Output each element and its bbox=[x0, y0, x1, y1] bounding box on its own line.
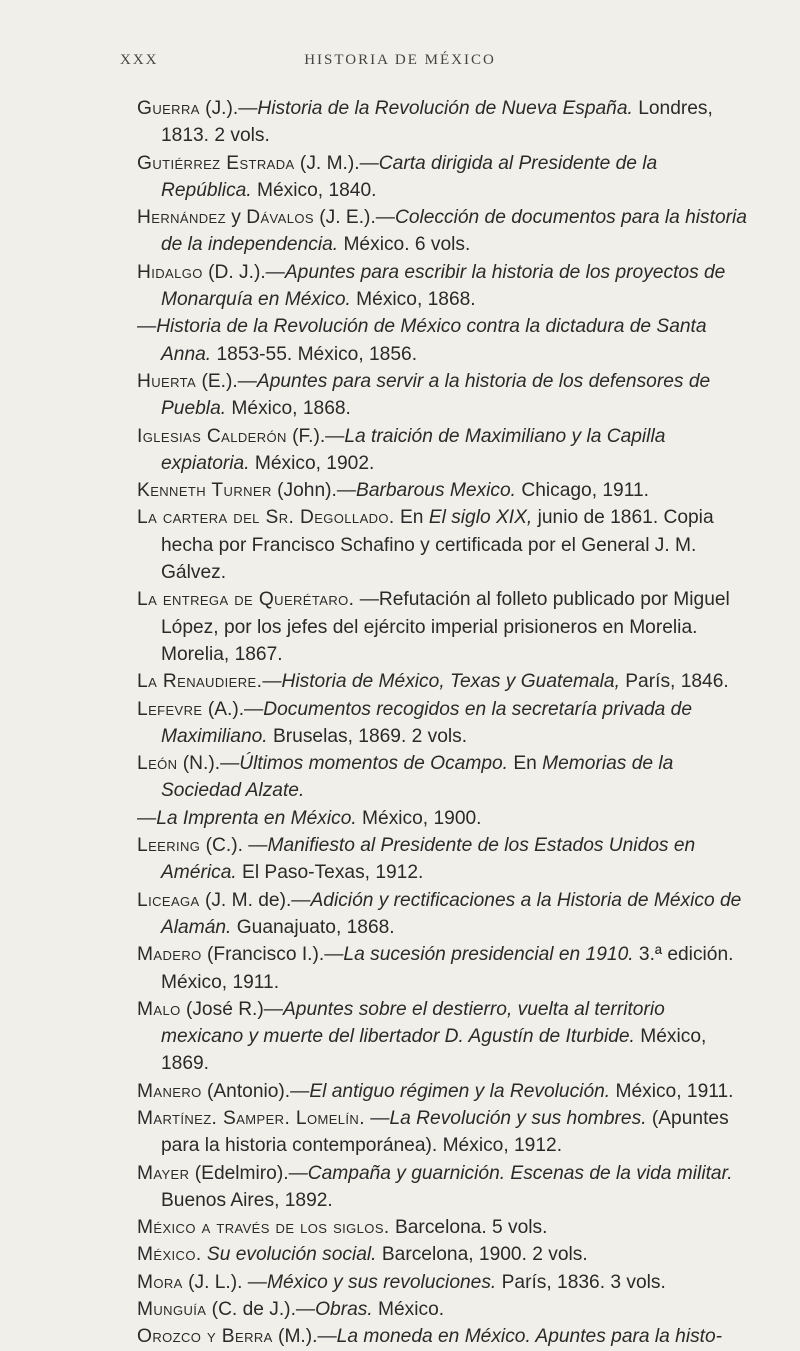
entry-text: (C. de J.).— bbox=[206, 1299, 316, 1321]
entry-text: (J. E.).— bbox=[313, 207, 395, 229]
entry-text: — bbox=[364, 1107, 390, 1129]
entry-title: Colección de documentos para la historia de la independencia. bbox=[161, 207, 747, 256]
entry-author: La entrega de Querétaro. bbox=[137, 589, 355, 611]
entry-text: París, 1836. 3 vols. bbox=[496, 1271, 666, 1293]
entry-title: Historia de la Revolución de México contra la dictadura de Santa Anna. bbox=[156, 316, 707, 365]
entry-text: (E.).— bbox=[196, 370, 257, 392]
entry-title: Últimos momentos de Ocampo. bbox=[239, 753, 508, 775]
entry-title: Campaña y guarnición. Escenas de la vida militar. bbox=[307, 1162, 733, 1184]
entry-title: Adición y rectificaciones a la Historia de México de Alamán. bbox=[161, 889, 742, 938]
entry-author: Mayer bbox=[137, 1162, 190, 1184]
entry-text: México, 1902. bbox=[249, 452, 375, 474]
entry-text: México, 1868. bbox=[226, 398, 351, 420]
entry-text: Buenos Aires, 1892. bbox=[161, 1189, 333, 1211]
entry-title: Su evolución social. bbox=[206, 1244, 377, 1266]
entry-author: Munguía bbox=[137, 1299, 207, 1321]
bibliography-entry bbox=[137, 1269, 752, 1296]
entry-text: (M.).— bbox=[272, 1326, 337, 1348]
entry-text: México, 1911. bbox=[610, 1080, 734, 1102]
entry-text: (A.).— bbox=[202, 698, 264, 720]
bibliography-entry bbox=[137, 832, 752, 887]
entry-author: Hidalgo bbox=[137, 261, 203, 283]
entry-title: La sucesión presidencial en 1910. bbox=[343, 944, 634, 966]
entry-title: El antiguo régimen y la Revolución. bbox=[309, 1080, 611, 1102]
entry-author: Guerra bbox=[137, 98, 200, 119]
entry-text: (Edelmiro).— bbox=[189, 1162, 308, 1184]
bibliography-entry bbox=[137, 1105, 752, 1160]
entry-author: Manero bbox=[137, 1080, 202, 1102]
entry-title: Manifiesto al Presidente de los Estados Unidos en América. bbox=[161, 835, 696, 884]
entry-text: Barcelona, 1900. 2 vols. bbox=[376, 1244, 588, 1266]
bibliography-entry bbox=[137, 668, 752, 695]
entry-author: Hernández bbox=[137, 207, 226, 229]
entry-title: Barbarous Mexico. bbox=[356, 480, 516, 502]
bibliography-entry bbox=[137, 368, 752, 423]
bibliography-entry bbox=[137, 477, 752, 504]
entry-text: junio de 1861. Copia hecha por Francisco Schafino y certificada por el General J. M. Gálvez. bbox=[161, 507, 714, 584]
entry-author: México a través de los siglos. bbox=[137, 1217, 390, 1239]
entry-text: (D. J.).— bbox=[202, 261, 285, 283]
bibliography-entry bbox=[137, 204, 752, 259]
entry-text: Chicago, 1911. bbox=[516, 480, 649, 502]
bibliography-entry bbox=[137, 1214, 752, 1241]
bibliography-entry bbox=[137, 1160, 752, 1215]
entry-author: La cartera del Sr. Degollado. bbox=[137, 507, 395, 529]
entry-author: Malo bbox=[137, 998, 181, 1020]
entry-text: México. bbox=[372, 1299, 445, 1321]
entry-text: Bruselas, 1869. 2 vols. bbox=[267, 725, 468, 747]
bibliography-entry bbox=[137, 95, 752, 150]
entry-author: León bbox=[137, 753, 178, 775]
entry-text: Barcelona. 5 vols. bbox=[389, 1217, 548, 1239]
entry-author: Lefevre bbox=[137, 698, 203, 720]
entry-text: México, 1869. bbox=[161, 1026, 707, 1075]
bibliography-entry bbox=[137, 996, 752, 1078]
running-title: HISTORIA DE MÉXICO bbox=[304, 52, 496, 68]
bibliography-entry bbox=[137, 1241, 752, 1268]
entry-text: Guanajuato, 1868. bbox=[231, 916, 395, 938]
entry-title: Obras. bbox=[315, 1299, 373, 1321]
entry-text: (F.).— bbox=[286, 425, 345, 447]
entry-title: Historia de México, Texas y Guatemala, bbox=[281, 671, 620, 693]
entry-text: — bbox=[137, 807, 157, 829]
entry-author: Iglesias Calderón bbox=[137, 425, 287, 447]
entry-author: Huerta bbox=[137, 370, 197, 392]
entry-title: La Imprenta en México. bbox=[156, 807, 357, 829]
entry-text: 1853-55. México, 1856. bbox=[211, 343, 418, 365]
bibliography-entry bbox=[137, 504, 752, 586]
bibliography-entry bbox=[137, 586, 752, 668]
entry-text: (C.). — bbox=[200, 835, 268, 857]
entry-author: Martínez. Samper. Lomelín. bbox=[137, 1107, 365, 1129]
entry-text: — bbox=[137, 316, 157, 338]
entry-title: Apuntes para servir a la historia de los defensores de Puebla. bbox=[161, 370, 711, 420]
entry-author: Orozco y Berra bbox=[137, 1326, 273, 1348]
entry-title: Apuntes sobre el destierro, vuelta al territorio mexicano y muerte del libertador D. Agustín de Iturbide. bbox=[161, 998, 665, 1048]
entry-text: (Antonio).— bbox=[201, 1080, 310, 1102]
entry-title: La moneda en México. Apuntes para la histo- bbox=[336, 1326, 723, 1348]
entry-text: México, 1900. bbox=[356, 807, 482, 829]
bibliography-entry bbox=[137, 259, 752, 314]
entry-text: (José R.)— bbox=[180, 998, 283, 1020]
entry-author: Dávalos bbox=[246, 207, 314, 229]
entry-text: (J. M. de).— bbox=[199, 889, 311, 911]
bibliography-list bbox=[137, 95, 752, 1351]
entry-text: (John).— bbox=[271, 480, 357, 502]
page-header bbox=[0, 52, 800, 76]
entry-author: Liceaga bbox=[137, 889, 200, 911]
entry-text: México, 1840. bbox=[251, 179, 377, 201]
entry-text: México, 1868. bbox=[350, 289, 476, 311]
entry-title: La traición de Maximiliano y la Capilla expiatoria. bbox=[161, 425, 666, 474]
bibliography-entry bbox=[137, 1078, 752, 1105]
entry-text: (J. L.). — bbox=[182, 1271, 267, 1293]
entry-text: (J.).— bbox=[199, 98, 258, 119]
entry-text: El Paso-Texas, 1912. bbox=[236, 862, 424, 884]
entry-title: El siglo XIX, bbox=[428, 507, 533, 529]
entry-text: — bbox=[262, 671, 282, 693]
entry-text: (N.).— bbox=[177, 753, 240, 775]
bibliography-entry bbox=[137, 1323, 752, 1350]
entry-author: Gutiérrez Estrada bbox=[137, 152, 295, 174]
entry-text: y bbox=[225, 207, 247, 229]
bibliography-entry bbox=[137, 941, 752, 996]
entry-text: En bbox=[394, 507, 429, 529]
entry-text: —Refutación al folleto publicado por Miguel López, por los jefes del ejército imperial prisioneros en Morelia. Morelia, 1867. bbox=[161, 589, 730, 665]
entry-text: Londres, 1813. 2 vols. bbox=[161, 98, 713, 147]
entry-author: La Renaudiere. bbox=[137, 671, 263, 693]
entry-title: Apuntes para escribir la historia de los proyectos de Monarquía en México. bbox=[161, 261, 726, 311]
bibliography-entry bbox=[137, 696, 752, 751]
entry-title: México y sus revoluciones. bbox=[266, 1271, 497, 1293]
entry-title: Memorias de la Sociedad Alzate. bbox=[161, 753, 674, 802]
bibliography-entry bbox=[137, 887, 752, 942]
entry-text: (Francisco I.).— bbox=[201, 944, 344, 966]
entry-author: Mora bbox=[137, 1271, 183, 1293]
entry-author: Kenneth Turner bbox=[137, 480, 272, 502]
entry-title: Carta dirigida al Presidente de la República. bbox=[161, 152, 658, 201]
entry-text: (J. M.).— bbox=[294, 152, 379, 174]
entry-text: (Apuntes para la historia contemporánea). México, 1912. bbox=[161, 1107, 729, 1157]
entry-text: En bbox=[508, 753, 543, 775]
entry-text: México. 6 vols. bbox=[338, 234, 471, 256]
page-number: XXX bbox=[120, 52, 159, 68]
entry-author: Leering bbox=[137, 835, 201, 857]
bibliography-entry bbox=[137, 750, 752, 805]
entry-text: París, 1846. bbox=[619, 671, 729, 693]
entry-author: México. bbox=[137, 1244, 202, 1266]
entry-author: Madero bbox=[137, 944, 202, 966]
entry-text: 3.ª edición. México, 1911. bbox=[161, 944, 734, 993]
bibliography-entry bbox=[137, 805, 752, 832]
entry-title: La Revolución y sus hombres. bbox=[389, 1107, 647, 1129]
entry-title: Historia de la Revolución de Nueva España. bbox=[257, 98, 633, 119]
bibliography-entry bbox=[137, 313, 752, 368]
entry-title: Documentos recogidos en la secretaría privada de Maximiliano. bbox=[161, 698, 693, 747]
bibliography-entry bbox=[137, 150, 752, 205]
bibliography-entry bbox=[137, 423, 752, 478]
